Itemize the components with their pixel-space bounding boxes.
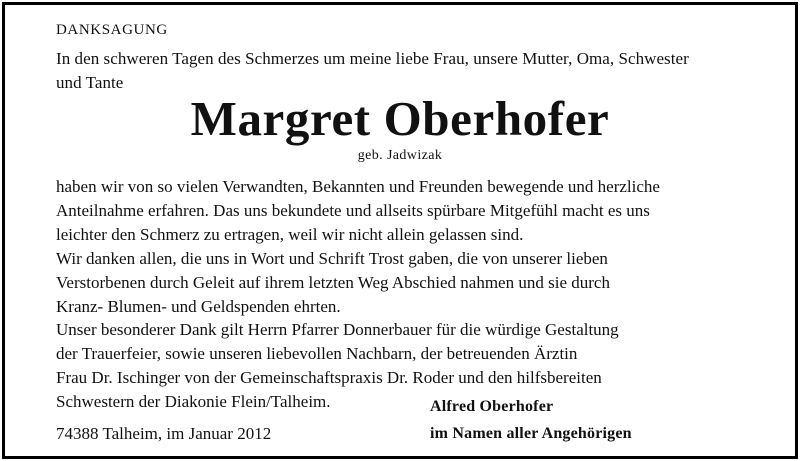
maiden-name: geb. Jadwizak [357, 148, 443, 163]
paragraph-line: leichter den Schmerz zu ertragen, weil wir nicht allein gelassen sind. [56, 225, 524, 244]
paragraph-line: Anteilnahme erfahren. Das uns bekundete und allseits spürbare Mitgefühl macht es uns [56, 201, 650, 220]
signatory-subtitle: im Namen aller Angehörigen [430, 425, 632, 442]
paragraph-line: der Trauerfeier, sowie unseren liebevollen Nachbarn, der betreuenden Ärztin [56, 344, 578, 363]
place-date: 74388 Talheim, im Januar 2012 [56, 424, 272, 443]
paragraph-line: Frau Dr. Ischinger von der Gemeinschaftspraxis Dr. Roder und den hilfsbereiten [56, 368, 602, 387]
paragraph-line: Wir danken allen, die uns in Wort und Schrift Trost gaben, die von unserer lieben [56, 249, 608, 268]
paragraph-line: haben wir von so vielen Verwandten, Bekannten und Freunden bewegende und herzliche [56, 177, 660, 196]
deceased-name: Margret Oberhofer [190, 91, 610, 146]
thanks-paragraph [56, 175, 756, 247]
intro-line: und Tante [56, 73, 124, 92]
thanks-paragraph [56, 318, 756, 414]
signatory-name: Alfred Oberhofer [430, 398, 554, 415]
paragraph-line: Verstorbenen durch Geleit auf ihrem letzten Weg Abschied nahmen und sie durch [56, 273, 610, 292]
paragraph-line: Schwestern der Diakonie Flein/Talheim. [56, 392, 331, 411]
paragraph-line: Unser besonderer Dank gilt Herrn Pfarrer Donnerbauer für die würdige Gestaltung [56, 320, 619, 339]
paragraph-line: Kranz- Blumen- und Geldspenden ehrten. [56, 297, 341, 316]
intro-line: In den schweren Tagen des Schmerzes um meine liebe Frau, unsere Mutter, Oma, Schwester [56, 49, 689, 68]
notice-heading: DANKSAGUNG [56, 22, 168, 38]
thanks-paragraph [56, 247, 756, 319]
